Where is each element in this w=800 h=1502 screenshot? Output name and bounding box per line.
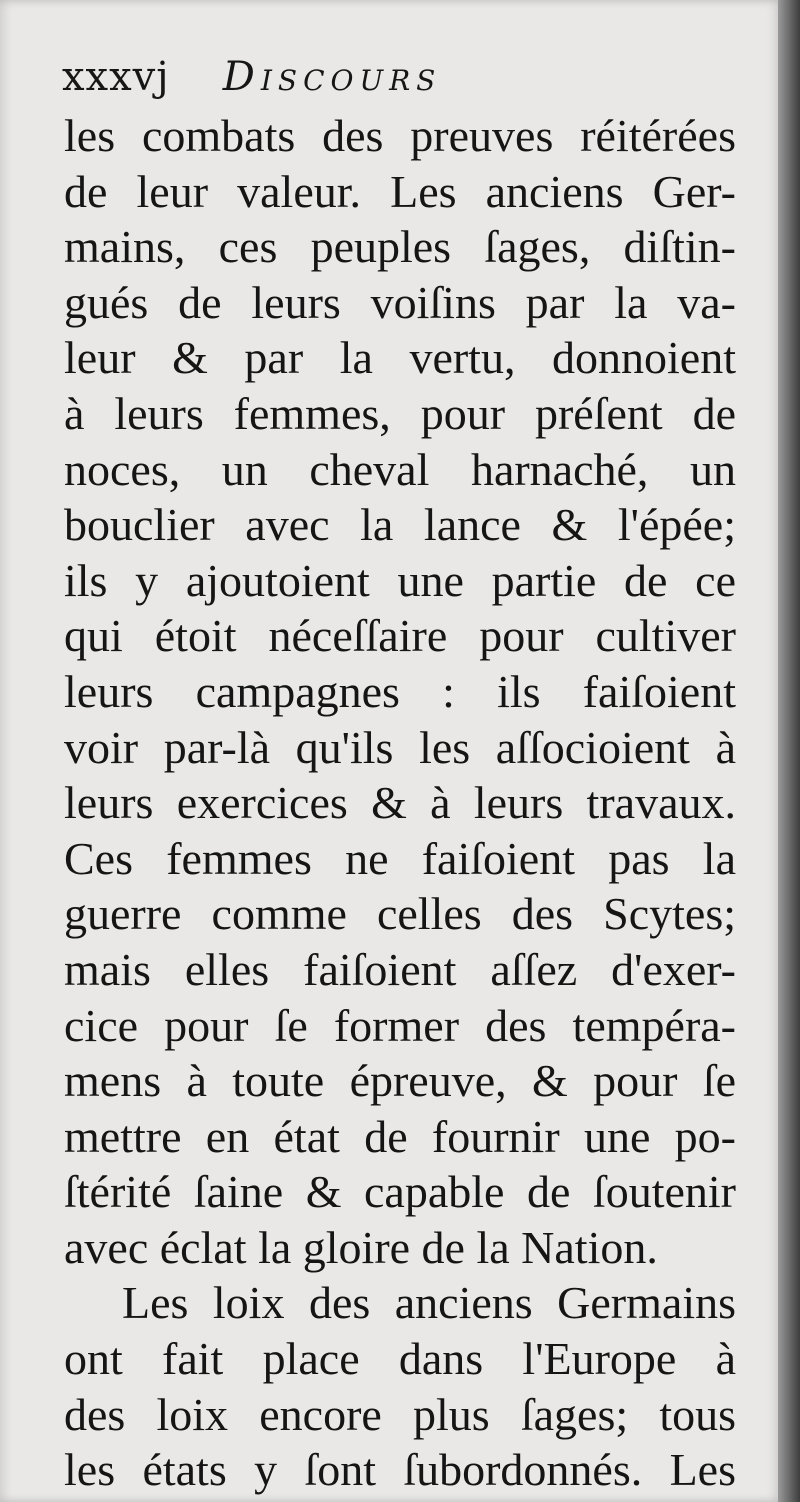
text-line: ils y ajoutoient une partie de ce bbox=[64, 554, 736, 606]
text-line: bouclier avec la lance & l'épée; bbox=[64, 499, 736, 551]
book-spine-shadow bbox=[778, 0, 800, 1502]
text-line: mens à toute épreuve, & pour ſe bbox=[64, 1055, 736, 1107]
text-line: des loix encore plus ſages; tous bbox=[64, 1388, 736, 1440]
text-line: leur & par la vertu, donnoient bbox=[64, 332, 736, 384]
page-header bbox=[62, 54, 441, 100]
text-line: cice pour ſe former des tempéra- bbox=[64, 999, 736, 1051]
text-line: voir par-là qu'ils les aſſocioient à bbox=[64, 721, 736, 773]
text-line: mais elles faiſoient aſſez d'exer- bbox=[64, 943, 736, 995]
text-line: les états y ſont ſubordonnés. Les bbox=[64, 1444, 736, 1496]
text-line: Ces femmes ne faiſoient pas la bbox=[64, 832, 736, 884]
body-text bbox=[64, 108, 736, 1498]
text-line: leurs exercices & à leurs travaux. bbox=[64, 777, 736, 829]
text-line: ſtérité ſaine & capable de ſoutenir bbox=[64, 1166, 736, 1218]
text-line: à leurs femmes, pour préſent de bbox=[64, 387, 736, 439]
text-line: de leur valeur. Les anciens Ger- bbox=[64, 165, 736, 217]
paragraph-start-line: Les loix des anciens Germains bbox=[122, 1277, 736, 1329]
text-line: gués de leurs voiſins par la va- bbox=[64, 276, 736, 328]
page-number: xxxvj bbox=[62, 54, 170, 100]
text-line: leurs campagnes : ils faiſoient bbox=[64, 665, 736, 717]
text-line: mettre en état de fournir une po- bbox=[64, 1110, 736, 1162]
text-line: mains, ces peuples ſages, diſtin- bbox=[64, 221, 736, 273]
text-line: qui étoit néceſſaire pour cultiver bbox=[64, 610, 736, 662]
text-line: guerre comme celles des Scytes; bbox=[64, 888, 736, 940]
paragraph-end-line: avec éclat la gloire de la Nation. bbox=[64, 1221, 658, 1273]
text-line: les combats des preuves réitérées bbox=[64, 110, 736, 161]
running-title: Discours bbox=[222, 54, 442, 100]
text-line: noces, un cheval harnaché, un bbox=[64, 443, 736, 495]
text-line: ont fait place dans l'Europe à bbox=[64, 1333, 736, 1385]
